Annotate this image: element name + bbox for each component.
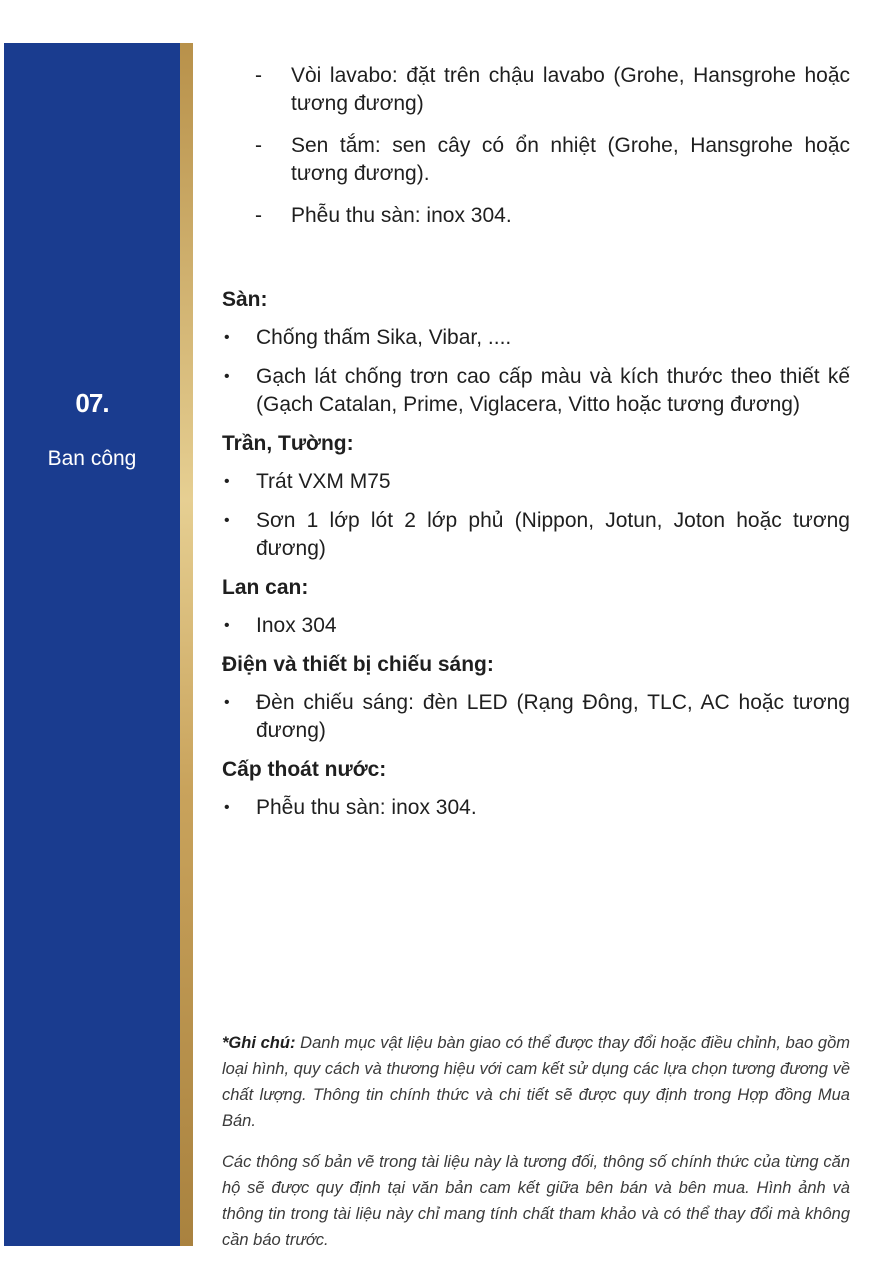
note-paragraph xyxy=(222,1030,850,1134)
note-text: Danh mục vật liệu bàn giao có thể được thay đổi hoặc điều chỉnh, bao gồm loại hình, quy cách và thương hiệu với cam kết sử dụng các lựa chọn tương đương về chất lượng. Thông tin chính thức và chi tiết sẽ được quy định trong Hợp đồng Mua Bán. xyxy=(222,1034,850,1130)
note-label: *Ghi chú: xyxy=(222,1034,296,1052)
section-heading: Sàn: xyxy=(222,288,268,311)
dash-marker: - xyxy=(255,204,262,227)
list-item xyxy=(222,507,850,563)
section-railing xyxy=(222,574,850,640)
section-heading: Lan can: xyxy=(222,576,309,599)
bullet-marker: • xyxy=(224,368,230,385)
list-item xyxy=(222,612,850,640)
section-heading: Trần, Tường: xyxy=(222,432,354,455)
list-item-text: Vòi lavabo: đặt trên chậu lavabo (Grohe, Hansgrohe hoặc tương đương) xyxy=(291,64,850,115)
list-item xyxy=(222,132,850,188)
list-item xyxy=(222,689,850,745)
list-item-text: Phễu thu sàn: inox 304. xyxy=(256,796,477,819)
list-item-text: Sơn 1 lớp lót 2 lớp phủ (Nippon, Jotun, Joton hoặc tương đương) xyxy=(256,509,850,560)
bullet-marker: • xyxy=(224,329,230,346)
list-item xyxy=(222,202,850,230)
list-item-text: Đèn chiếu sáng: đèn LED (Rạng Đông, TLC, AC hoặc tương đương) xyxy=(256,691,850,742)
list-item xyxy=(222,363,850,419)
list-item-text: Sen tắm: sen cây có ổn nhiệt (Grohe, Hansgrohe hoặc tương đương). xyxy=(291,134,850,185)
section-ceiling-wall xyxy=(222,430,850,563)
bullet-marker: • xyxy=(224,512,230,529)
main-content xyxy=(222,62,850,833)
section-title: Ban công xyxy=(47,447,137,470)
list-item xyxy=(222,794,850,822)
section-heading: Cấp thoát nước: xyxy=(222,758,387,781)
list-item xyxy=(222,324,850,352)
list-item-text: Inox 304 xyxy=(256,614,337,637)
list-item-text: Chống thấm Sika, Vibar, .... xyxy=(256,326,512,349)
fixture-list xyxy=(222,62,850,230)
dash-marker: - xyxy=(255,64,262,87)
list-item-text: Trát VXM M75 xyxy=(256,470,391,493)
section-number: 07. xyxy=(75,388,109,418)
footnote xyxy=(222,1030,850,1268)
spacer xyxy=(222,244,850,286)
sidebar-panel xyxy=(4,43,180,1246)
gold-divider xyxy=(180,43,193,1246)
section-lighting xyxy=(222,651,850,745)
bullet-marker: • xyxy=(224,473,230,490)
dash-marker: - xyxy=(255,134,262,157)
section-heading: Điện và thiết bị chiếu sáng: xyxy=(222,653,494,676)
list-item xyxy=(222,62,850,118)
list-item-text: Gạch lát chống trơn cao cấp màu và kích thước theo thiết kế (Gạch Catalan, Prime, Viglacera, Vitto hoặc tương đương) xyxy=(256,365,850,416)
section-plumbing xyxy=(222,756,850,822)
section-floor xyxy=(222,286,850,419)
bullet-marker: • xyxy=(224,694,230,711)
list-item xyxy=(222,468,850,496)
bullet-marker: • xyxy=(224,617,230,634)
bullet-marker: • xyxy=(224,799,230,816)
disclaimer-paragraph: Các thông số bản vẽ trong tài liệu này là tương đối, thông số chính thức của từng căn hộ sẽ được quy định tại văn bản cam kết giữa bên bán và bên mua. Hình ảnh và thông tin trong tài liệu này chỉ mang tính chất tham khảo và có thể thay đổi mà không cần báo trước. xyxy=(222,1153,850,1249)
list-item-text: Phễu thu sàn: inox 304. xyxy=(291,204,512,227)
